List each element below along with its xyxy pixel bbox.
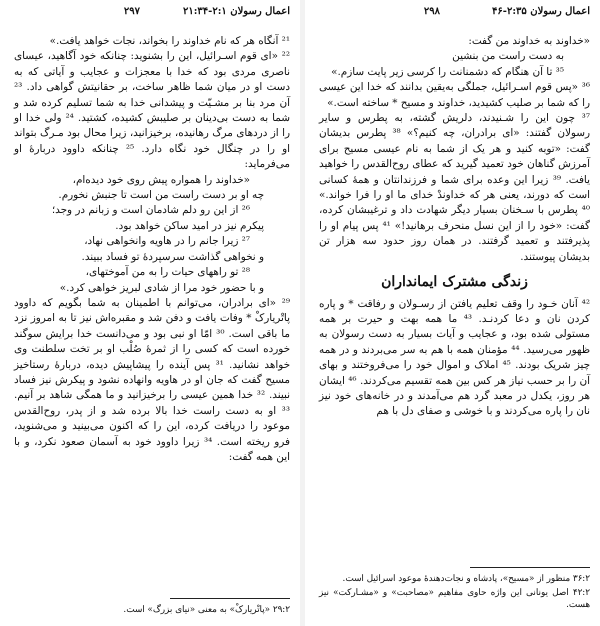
page-number: ۲۹۸ bbox=[423, 6, 440, 17]
header-title: اعمال رسولان ۲:۱-۲۱:۳۴ bbox=[182, 6, 290, 17]
verse-21: ²¹ آنگاه هر که نام خداوند را بخواند، نجات خواهد یافت.» bbox=[49, 35, 290, 47]
poetry-line: چه او بر دست راست من است تا جنبش نخورم. bbox=[58, 189, 264, 202]
poetry-line: ³⁵ تا آن هنگام که دشمنانت را کرسی زیر پایت سازم.» bbox=[331, 65, 564, 78]
page-body bbox=[14, 34, 290, 465]
page-number: ۲۹۷ bbox=[123, 6, 140, 17]
running-header bbox=[319, 6, 590, 22]
poetry-line: و با حضور خود مرا از شادی لبریز خواهی کرد.» bbox=[59, 281, 264, 294]
poetry-line: ²⁶ از این رو دلم شادمان است و زبانم در وجد؛ bbox=[51, 204, 250, 217]
poetry-line: «خداوند به خداوند من گفت: bbox=[468, 35, 590, 47]
footnote: ۴۲:۲ اصل یونانی این واژه حاوی مفاهیم «مصاحبت» و «مشـارکت» نیز هست. bbox=[319, 588, 590, 610]
page-298 bbox=[305, 0, 600, 626]
page-body bbox=[319, 34, 590, 420]
poetry-line: ²⁷ زیرا جانم را در هاویه وانخواهی نهاد، bbox=[84, 235, 250, 248]
footnote: ۲۹:۲ «پاتْریارکْ» به معنی «نیای بزرگ» است. bbox=[123, 605, 290, 615]
poetry-line: ²⁸ تو راههای حیات را به من آموختهای، bbox=[85, 266, 250, 279]
poetry-line: و نخواهی گذاشت سرسپردۀ تو فساد ببیند. bbox=[81, 250, 264, 263]
verses-22-25: ²² «ای قوم اسـرائیل، این را بشنوید: چنانکه خود آگاهید، عیسای ناصری مردی بود که خدا با معجزات و عجایب و آیاتی که به دست او در میان شما ظاهر ساخت، بر حقانیتش گواهی داد. ²³ آن مرد بنا بر مشـیّت و پیشدانی خدا به شما تسلیم کرده شد و شما به دست بی‌دینان بر صلیبش کشیده، کشتید. ²⁴ ولی خدا او را از دردهای مرگ رهانیده، برخیزانید، زیرا محال بود مـرگ بتواند او را در چنگال خود نگاه دارد. ²⁵ چنانکه داوود دربارۀ او می‌فرماید: bbox=[14, 50, 290, 171]
header-title: اعمال رسولان ۲:۳۵-۴۶ bbox=[492, 6, 590, 17]
footnote-divider bbox=[470, 567, 590, 568]
verses-37-41: ³⁷ چون این را شـنیدند، دلریش گشته، به پطرس و سایر رسولان گفتند: «ای برادران، چه کنیم؟» ³⁸ پطرس بدیشان گفت: «توبه کنید و هر یک از شما به نام عیسی مسیح برای آمرزش گناهان خود تعمید گیرید که عطای روح‌القدس را خواهید یافت. ³⁹ زیرا این وعده برای شما و فرزندانتان و همۀ کسانی است که دورند، یعنی هر که خداوندْ خدای ما او را فرا خواند.» ⁴⁰ پطرس با سـخنان بسیار دیگر شهادت داد و ترغیبشان کرده، گفت: «خود را از این نسل منحرف برهانید!» ⁴¹ پس پیام او را پذیرفتند و تعمید گرفتند. در همان روز حدود سه هزار تن بدیشان پیوستند. bbox=[319, 112, 590, 263]
poetry-line: به دست راست من بنشین bbox=[452, 50, 564, 63]
footnote-divider bbox=[170, 598, 290, 599]
verse-36: ³⁶ «پس قوم اسـرائیل، جملگی به‌یقین بدانند که خدا این عیسی را که شما بر صلیب کشیدید، خداوند و مسیح * ساخته است.» bbox=[319, 81, 590, 109]
poetry-line: پیکرم نیز در امید ساکن خواهد بود. bbox=[115, 219, 264, 232]
running-header bbox=[14, 6, 290, 22]
verses-42-46: ⁴² آنان خـود را وقف تعلیم یافتن از رسـولان و رفاقت * و پاره کردن نان و دعا کردنـد. ⁴³ ما همه بهت و حیرت بر همه مستولی شده بود، و عجایب و آیات بسیار به دست رسولان به ظهور می‌رسید. ⁴⁴ مؤمنان همه با هم به سر می‌بردند و در همه چیز شریک بودند. ⁴⁵ املاک و اموال خود را می‌فروختند و بهای آن را بر حسب نیاز هر کس بین همه تقسیم می‌کردند. ⁴⁶ ایشان هر روز، یکدل در معبد گرد هم می‌آمدند و در خانه‌های خود نیز نان را پاره می‌کردند و با خوشی و صفای دل با هم bbox=[319, 297, 590, 418]
poetry-line: «خداوند را همواره پیش روی خود دیده‌ام، bbox=[72, 173, 250, 186]
section-heading: زندگی مشترک ایمانداران bbox=[381, 274, 528, 291]
footnote: ۳۶:۲ منظور از «مسیح»، پادشاه و نجات‌دهندۀ موعود اسرائیل است. bbox=[342, 574, 590, 584]
verses-29-34: ²⁹ «ای برادران، می‌توانم با اطمینان به شما بگویم که داوود پاتْریارکْ * وفات یافت و دفن شد و مقبره‌اش نیز تا به امروز نزد ما باقی است. ³⁰ امّا او نبی بود و می‌دانست خدا برایش سوگند خورده است که کسی را از ثمرۀ صُلْب او بر تخت سلطنت وی خواهد نشانید. ³¹ پس آینده را پیشاپیش دیده، دربارۀ رستاخیز مسیح گفت که جان او در هاویه وانهاده نشود و پیکرش نیز فساد نبیند. ³² خدا همین عیسی را برخیزانید و ما همگی شاهد بر آنیم. ³³ او به دست راست خدا بالا برده شد و از پدر، روح‌القدس موعود را دریافت کرده، این را که اکنون می‌بینید و می‌شنوید، فرو ریخته است. ³⁴ زیرا داوود خود به آسمان صعود نکرد، و با این همه گفت: bbox=[14, 296, 291, 463]
